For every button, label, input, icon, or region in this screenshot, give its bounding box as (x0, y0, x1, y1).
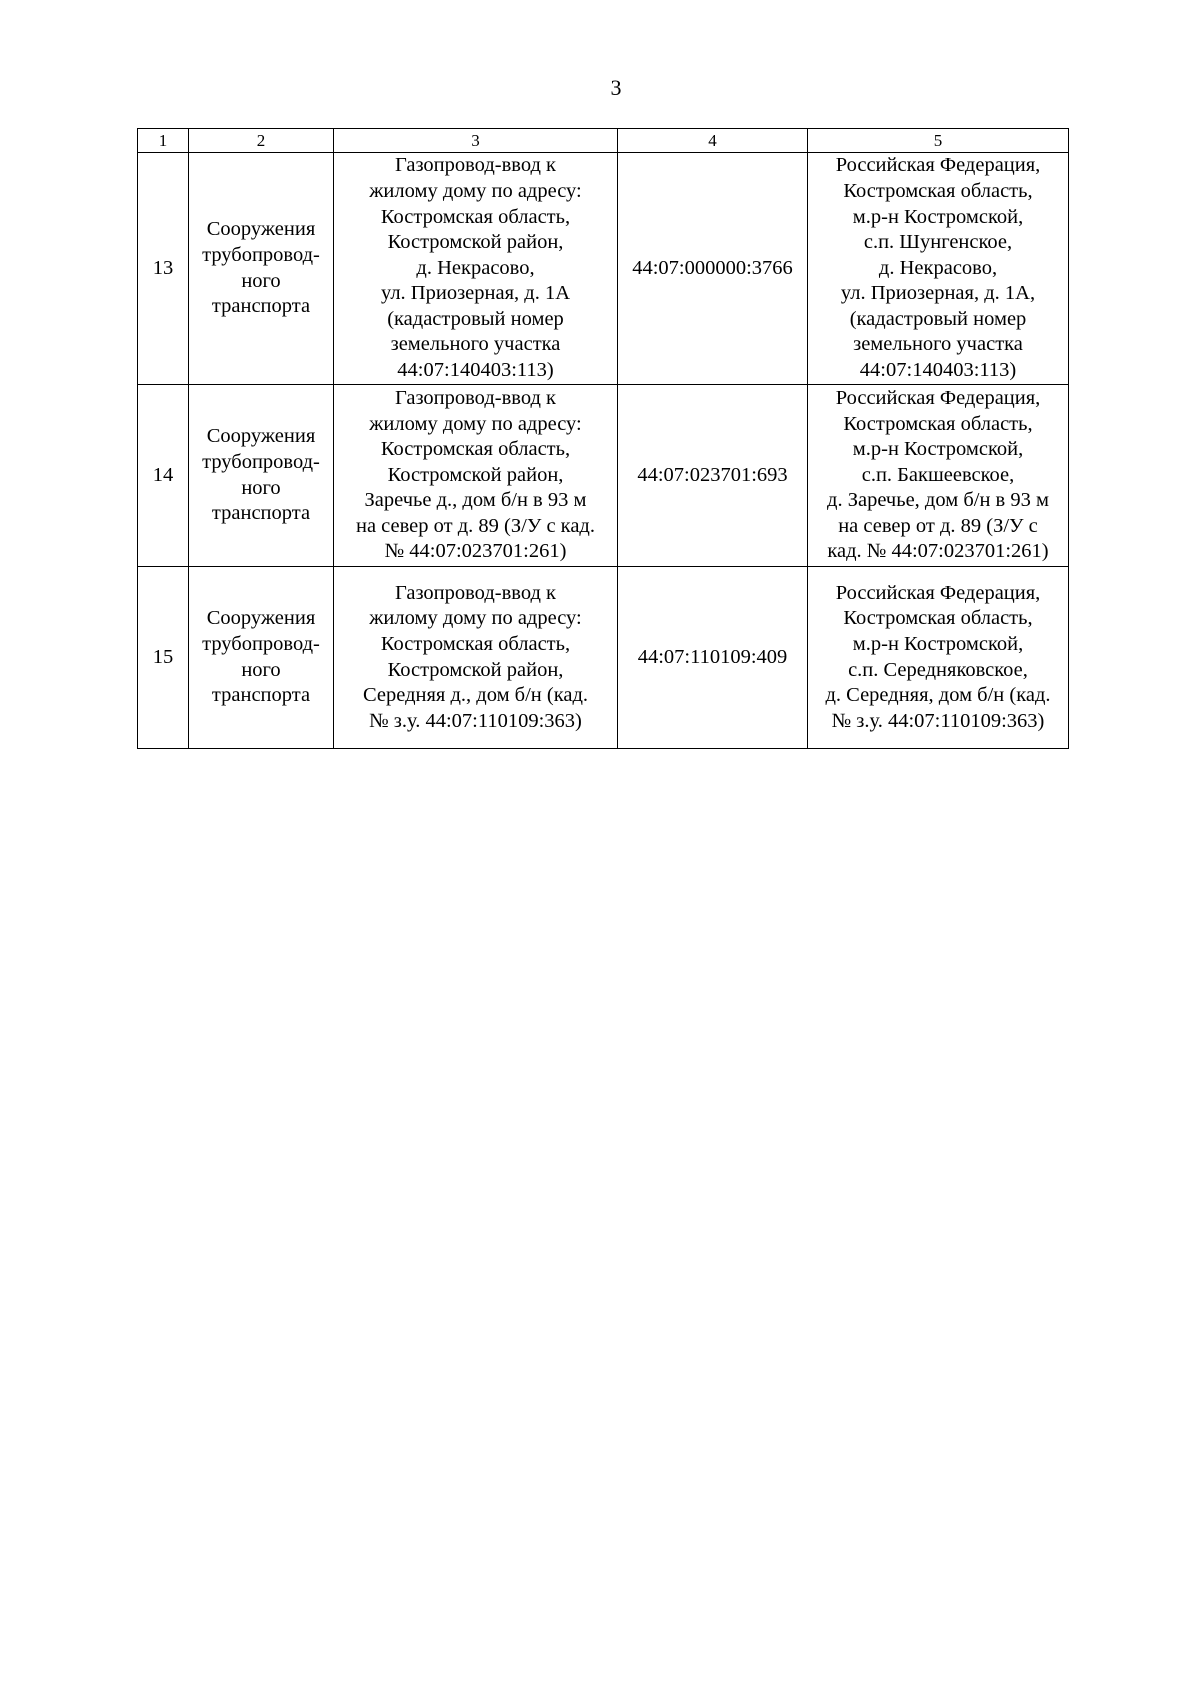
column-number-2: 2 (189, 129, 334, 153)
column-number-5: 5 (808, 129, 1069, 153)
object-name: Газопровод-ввод к жилому дому по адресу: Костромская область, Костромской район, Заречье д., дом б/н в 93 м на север от д. 89 (З/У с кад. № 44:07:023701:261) (334, 385, 618, 567)
object-type: Сооружения трубопровод- ного транспорта (189, 153, 334, 385)
page-number: 3 (610, 75, 622, 100)
object-address: Российская Федерация, Костромская область, м.р-н Костромской, с.п. Середняковское, д. Середняя, дом б/н (кад. № з.у. 44:07:110109:363) (808, 567, 1069, 749)
object-type: Сооружения трубопровод- ного транспорта (189, 385, 334, 567)
cadastral-number: 44:07:000000:3766 (618, 153, 808, 385)
table-row (138, 385, 1069, 567)
table-row (138, 153, 1069, 385)
cadastral-number: 44:07:110109:409 (618, 567, 808, 749)
column-number-4: 4 (618, 129, 808, 153)
column-number-1: 1 (138, 129, 189, 153)
column-number-row (138, 129, 1069, 153)
object-address: Российская Федерация, Костромская область, м.р-н Костромской, с.п. Бакшеевское, д. Заречье, дом б/н в 93 м на север от д. 89 (З/У с кад. № 44:07:023701:261) (808, 385, 1069, 567)
row-number: 13 (138, 153, 189, 385)
table-row (138, 567, 1069, 749)
object-type: Сооружения трубопровод- ного транспорта (189, 567, 334, 749)
object-address: Российская Федерация, Костромская область, м.р-н Костромской, с.п. Шунгенское, д. Некрасово, ул. Приозерная, д. 1А, (кадастровый номер земельного участка 44:07:140403:113) (808, 153, 1069, 385)
object-name: Газопровод-ввод к жилому дому по адресу: Костромская область, Костромской район, д. Некрасово, ул. Приозерная, д. 1А (кадастровый номер земельного участка 44:07:140403:113) (334, 153, 618, 385)
object-name: Газопровод-ввод к жилому дому по адресу: Костромская область, Костромской район, Середняя д., дом б/н (кад. № з.у. 44:07:110109:363) (334, 567, 618, 749)
row-number: 14 (138, 385, 189, 567)
row-number: 15 (138, 567, 189, 749)
cadastral-number: 44:07:023701:693 (618, 385, 808, 567)
registry-table (137, 128, 1069, 749)
column-number-3: 3 (334, 129, 618, 153)
